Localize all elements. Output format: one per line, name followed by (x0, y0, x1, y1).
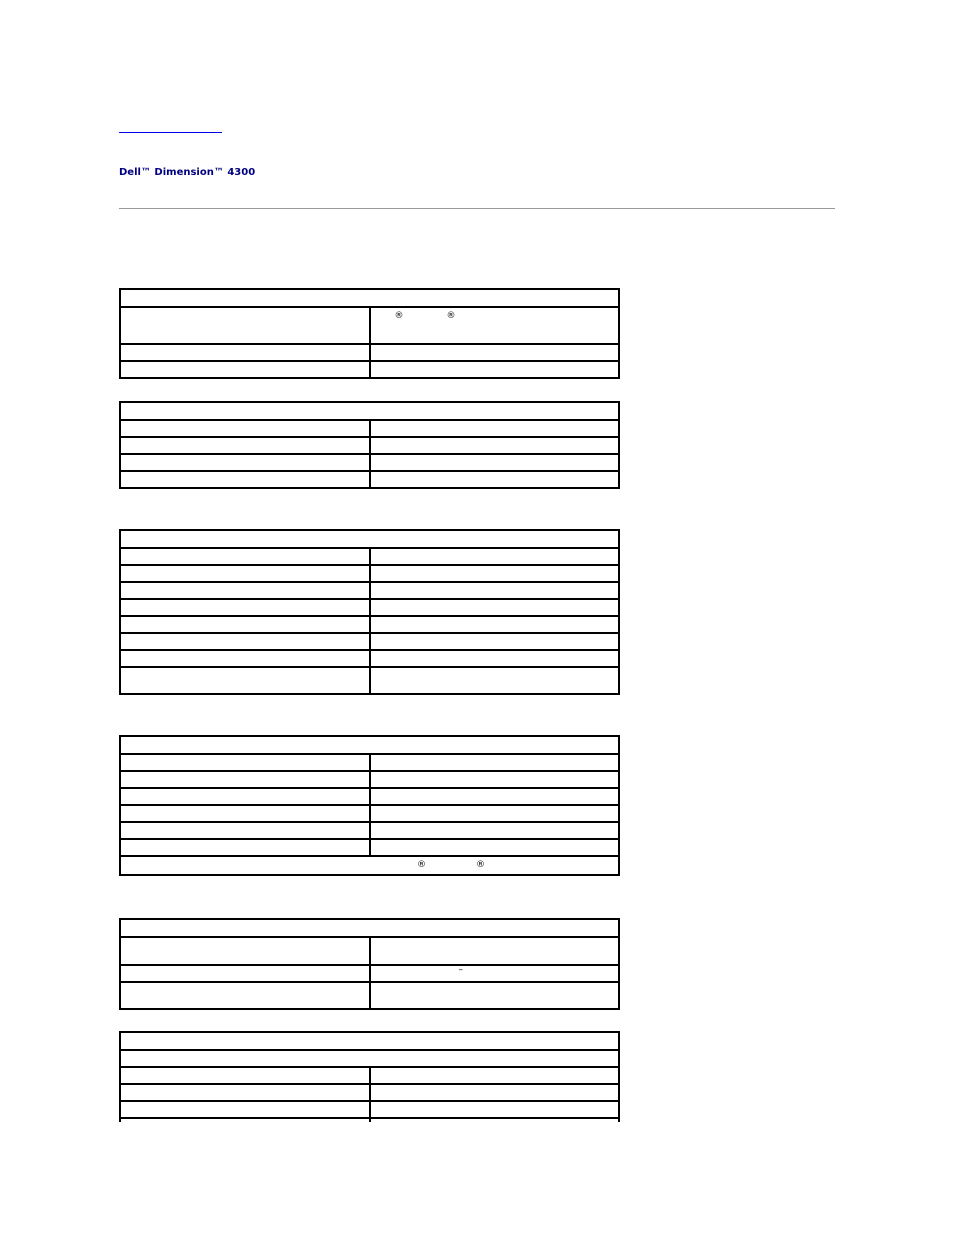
spec-value (370, 420, 620, 437)
spec-table-3 (119, 529, 620, 695)
spec-label (120, 1084, 370, 1101)
spec-label (120, 965, 370, 982)
spec-table-6 (119, 1031, 620, 1136)
spec-value (370, 839, 620, 856)
spec-label (120, 667, 370, 694)
spec-label (120, 565, 370, 582)
spec-value (370, 754, 620, 771)
spec-label (120, 937, 370, 965)
spec-label (120, 771, 370, 788)
spec-label (120, 344, 370, 361)
spec-value (370, 582, 620, 599)
registered-mark: ® (476, 860, 485, 870)
spec-value (370, 805, 620, 822)
spec-value (370, 633, 620, 650)
spec-table-4 (119, 735, 620, 876)
spec-label (120, 805, 370, 822)
title-divider (119, 208, 835, 209)
spec-value (370, 616, 620, 633)
spec-label (120, 616, 370, 633)
spec-value (370, 667, 620, 694)
spec-value (370, 599, 620, 616)
spec-label (120, 307, 370, 344)
spec-value (370, 454, 620, 471)
spec-value (370, 822, 620, 839)
spec-value (370, 307, 620, 344)
spec-value (370, 565, 620, 582)
table-header (120, 736, 619, 754)
spec-value (370, 1067, 620, 1084)
spec-label (120, 650, 370, 667)
registered-mark: ® (394, 311, 404, 321)
spec-value (370, 650, 620, 667)
table-header (120, 289, 619, 307)
table-header (120, 1032, 619, 1050)
spec-label (120, 633, 370, 650)
spec-label (120, 582, 370, 599)
table-subheader (120, 1050, 619, 1067)
spec-value (370, 1101, 620, 1118)
spec-value (370, 361, 620, 378)
registered-mark: ® (446, 311, 456, 321)
spec-table-5 (119, 918, 620, 1010)
spec-table-2 (119, 401, 620, 489)
spec-label (120, 599, 370, 616)
dash-mark: – (458, 965, 463, 975)
spec-label (120, 982, 370, 1009)
spec-label (120, 361, 370, 378)
spec-label (120, 822, 370, 839)
page-title: Dell™ Dimension™ 4300 (119, 167, 256, 178)
spec-label (120, 454, 370, 471)
back-to-contents-link[interactable] (119, 118, 222, 133)
spec-label (120, 839, 370, 856)
page-bottom-whitespace (0, 1122, 954, 1235)
spec-label (120, 437, 370, 454)
spec-label (120, 1067, 370, 1084)
table-header (120, 402, 619, 420)
spec-value (370, 1084, 620, 1101)
spec-value (370, 965, 620, 982)
spec-value (370, 437, 620, 454)
spec-value (370, 788, 620, 805)
spec-label (120, 1101, 370, 1118)
spec-value (370, 771, 620, 788)
spec-value (370, 344, 620, 361)
spec-label (120, 471, 370, 488)
spec-label (120, 548, 370, 565)
spec-note (120, 856, 619, 875)
table-header (120, 530, 619, 548)
table-header (120, 919, 619, 937)
registered-mark: ® (417, 860, 426, 870)
spec-value (370, 471, 620, 488)
spec-label (120, 754, 370, 771)
spec-value (370, 937, 620, 965)
spec-label (120, 420, 370, 437)
spec-table-1 (119, 288, 620, 379)
spec-value (370, 548, 620, 565)
spec-value (370, 982, 620, 1009)
spec-label (120, 788, 370, 805)
